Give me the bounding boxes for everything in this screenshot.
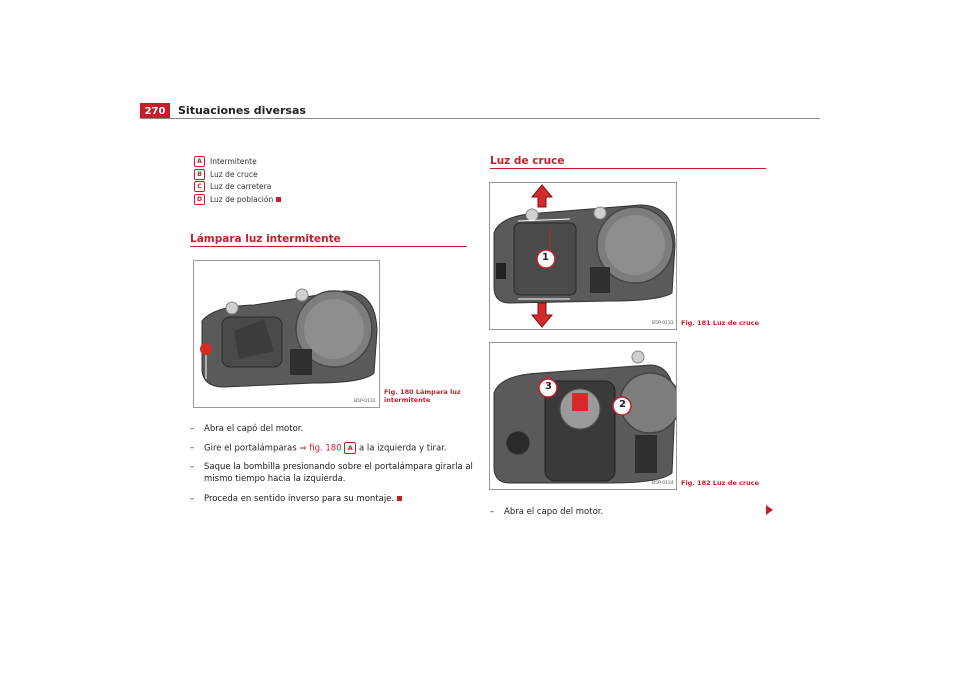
step-item: – Abra el capo del motor.: [490, 507, 604, 517]
figure-callout: 2: [619, 399, 626, 410]
figure-180: [193, 260, 380, 408]
figure-code: B5P-0134: [652, 481, 674, 486]
figure-182: [489, 342, 677, 490]
header-rule: [140, 118, 820, 119]
inline-badge: A: [344, 442, 356, 454]
figure-callout: 1: [542, 252, 549, 263]
headlight-illustration: [490, 183, 676, 329]
step-item: – Saque la bombilla presionando sobre el portalámpara girarla al mismo tiempo hacia la izquierda.: [190, 462, 473, 484]
legend-label: Luz de cruce: [210, 170, 258, 179]
page-number: 270: [140, 103, 170, 119]
section-title-intermitente: Lámpara luz intermitente: [190, 233, 341, 245]
figure-181: [489, 182, 677, 330]
figure-code: B5P-0133: [652, 321, 674, 326]
figure-code: B5P-0132: [354, 399, 376, 404]
section-title-cruce: Luz de cruce: [490, 155, 565, 167]
end-mark-icon: [276, 197, 281, 202]
legend-item-cruce: [194, 169, 258, 180]
section-rule: [490, 168, 766, 169]
step-item: – Proceda en sentido inverso para su montaje.: [190, 493, 470, 505]
legend-label: Luz de población: [210, 195, 274, 204]
section-rule: [190, 246, 467, 247]
figure-callout: 3: [545, 381, 552, 392]
legend-label: Luz de carretera: [210, 182, 272, 191]
figure-caption: Fig. 180 Lámpara luz intermitente: [384, 388, 461, 404]
legend-item-carretera: [194, 181, 271, 192]
legend-item-intermitente: [194, 156, 257, 167]
step-item: – Abra el capó del motor.: [190, 424, 304, 434]
figure-link[interactable]: ⇒ fig. 180: [299, 443, 342, 454]
legend-badge: B: [194, 169, 205, 180]
headlight-illustration: [490, 343, 676, 489]
figure-callout: A: [198, 380, 209, 395]
legend-badge: D: [194, 194, 205, 205]
page-title: Situaciones diversas: [178, 104, 306, 117]
legend-label: Intermitente: [210, 157, 257, 166]
legend-badge: A: [194, 156, 205, 167]
step-item: – Gire el portalámparas ⇒ fig. 180 A a la izquierda y tirar.: [190, 443, 447, 454]
figure-caption: Fig. 182 Luz de cruce: [681, 479, 759, 487]
continue-arrow-icon: [766, 505, 773, 515]
end-mark-icon: [397, 496, 402, 501]
legend-badge: C: [194, 181, 205, 192]
figure-caption: Fig. 181 Luz de cruce: [681, 319, 759, 327]
headlight-illustration: [194, 261, 379, 407]
legend-item-poblacion: [194, 194, 281, 205]
